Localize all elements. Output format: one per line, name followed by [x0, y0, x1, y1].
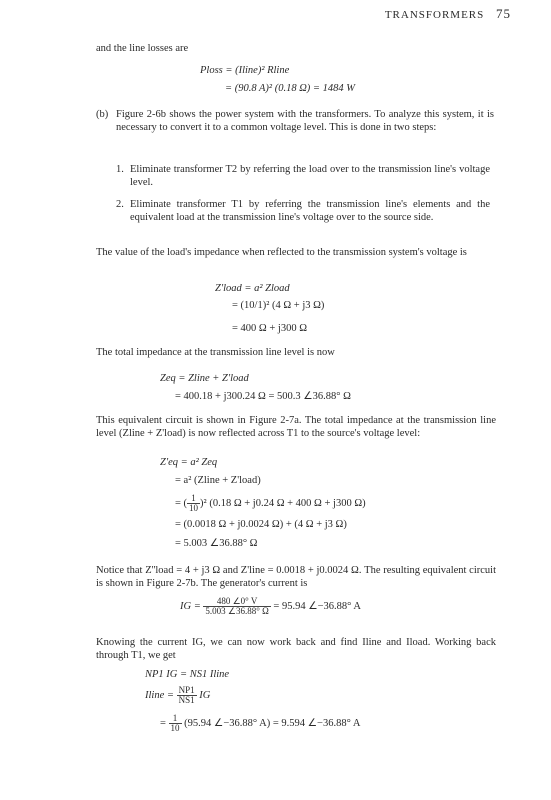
equation-ploss-2: = (90.8 A)² (0.18 Ω) = 1484 W	[225, 83, 355, 94]
line-losses-intro: and the line losses are	[96, 43, 189, 54]
ig-denominator: 5.003 ∠36.88° Ω	[205, 606, 269, 616]
equation-ig	[180, 597, 361, 616]
equation-zeq2-3: = ( $\frac{1}{10}$ )² (0.18 Ω + j0.24 Ω + 400 Ω + j300 Ω)	[175, 493, 366, 513]
equation-zeq2-1: Z'eq = a² Zeq	[160, 457, 218, 468]
page-number: 75	[496, 6, 511, 21]
back-3-equals: =	[160, 717, 166, 729]
turns-ratio-fraction	[177, 686, 197, 705]
ig-rhs: = 95.94 ∠−36.88° A	[273, 600, 361, 612]
equation-zeq2-3-rest: ² (0.18 Ω + j0.24 Ω + 400 Ω + j300 Ω)	[203, 497, 366, 509]
step-1-text: Eliminate transformer T2 by referring the load over to the transmission line's voltage level.	[130, 164, 490, 189]
equation-ploss-1: Ploss = (Iline)² Rline	[200, 65, 290, 76]
step-2-text: Eliminate transformer T1 by referring the transmission line's elements and the equivalent load at the transmission line's voltage over to the source side.	[130, 199, 490, 224]
equation-back-2	[145, 686, 210, 705]
equation-zeq2-4: = (0.0018 Ω + j0.0024 Ω) + (4 Ω + j3 Ω)	[175, 519, 347, 530]
step-2-number: 2.	[116, 199, 124, 210]
step-2	[116, 198, 490, 224]
fraction-one-tenth	[187, 494, 200, 513]
equation-zeq-2: = 400.18 + j300.24 Ω = 500.3 ∠36.88° Ω	[175, 391, 351, 402]
ig-lhs: IG =	[180, 600, 201, 612]
fraction-b-numerator: 1	[169, 714, 182, 724]
total-impedance-paragraph: The total impedance at the transmission line level is now	[96, 347, 335, 358]
step-1	[116, 163, 490, 189]
equation-zeq2-5: = 5.003 ∠36.88° Ω	[175, 538, 258, 549]
equation-zeq2-3-equals: =	[175, 497, 181, 509]
load-reflection-paragraph: The value of the load's impedance when reflected to the transmission system's voltage is	[96, 247, 467, 258]
equation-zeq2-2: = a² (Zline + Z'load)	[175, 475, 261, 486]
part-b-tag: (b)	[96, 109, 109, 120]
knowing-paragraph: Knowing the current IG, we can now work back and find Iline and Iload. Working back through T1, we get	[96, 637, 496, 662]
back-3-rest: (95.94 ∠−36.88° A) = 9.594 ∠−36.88° A	[184, 717, 361, 729]
equation-zeq-1: Zeq = Zline + Z'load	[160, 373, 249, 384]
turns-ratio-denominator: NS1	[178, 695, 195, 705]
fraction-denominator: 10	[189, 503, 199, 513]
equivalent-circuit-paragraph: This equivalent circuit is shown in Figure 2-7a. The total impedance at the transmission line level (Zline + Z'load) is now reflected across T1 to the source's voltage level:	[96, 415, 496, 440]
fraction-b-denominator: 10	[170, 723, 180, 733]
equation-zload-1: Z'load = a² Zload	[215, 283, 290, 294]
ig-numerator: 480 ∠0° V	[203, 597, 270, 607]
part-b-paragraph: Figure 2-6b shows the power system with the transformers. To analyze this system, it is necessary to convert it to a common voltage level. This is done in two steps:	[116, 109, 494, 134]
fraction-numerator: 1	[187, 494, 200, 504]
turns-ratio-numerator: NP1	[178, 685, 195, 695]
step-1-number: 1.	[116, 164, 124, 175]
running-header	[385, 6, 511, 23]
equation-zload-2: = (10/1)² (4 Ω + j3 Ω)	[232, 300, 325, 311]
equation-back-1: NP1 IG = NS1 Iline	[145, 669, 230, 680]
ig-fraction	[203, 597, 270, 616]
iline-lhs: Iline =	[145, 689, 174, 701]
notice-paragraph: Notice that Z''load = 4 + j3 Ω and Z'line = 0.0018 + j0.0024 Ω. The resulting equivalent circuit is shown in Figure 2-7b. The generator's current is	[96, 565, 496, 590]
iline-rhs: IG	[199, 689, 211, 701]
equation-back-3	[160, 714, 360, 733]
chapter-title: TRANSFORMERS	[384, 9, 485, 21]
equation-zload-3: = 400 Ω + j300 Ω	[232, 323, 307, 334]
fraction-one-tenth-b	[169, 714, 182, 733]
